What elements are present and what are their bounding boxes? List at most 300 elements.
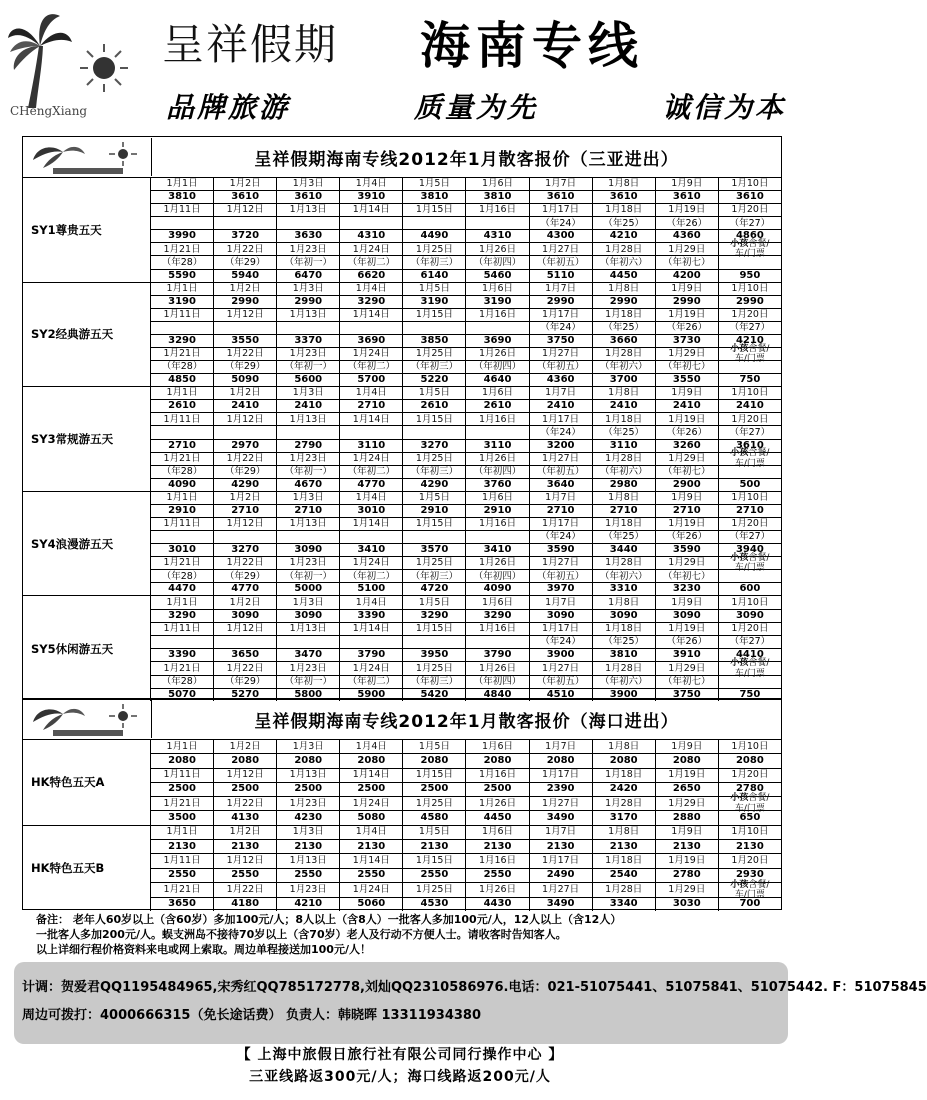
price-cell: 3410 (466, 544, 529, 556)
price-cell: 2710 (593, 505, 656, 517)
lunar-date-cell: （年初六） (593, 466, 656, 478)
remarks (36, 912, 776, 957)
price-cell: 3750 (530, 335, 593, 347)
date-row (151, 413, 781, 426)
price-cell: 2610 (403, 400, 466, 412)
lunar-date-cell: （年初二） (340, 466, 403, 478)
tour-name: SY4浪漫游五天 (23, 492, 151, 596)
date-cell: 1月22日 (214, 883, 277, 896)
lunar-date-cell: （年初一） (277, 361, 340, 373)
lunar-date-cell: （年初一） (277, 256, 340, 268)
lunar-date-cell: （年28） (151, 570, 214, 582)
date-cell: 1月5日 (403, 178, 466, 190)
route-title: 海南专线 (420, 16, 644, 75)
price-cell: 4670 (277, 479, 340, 491)
lunar-date-cell: （年26） (656, 531, 719, 543)
lunar-date-cell (214, 531, 277, 543)
lunar-date-cell: （年初二） (340, 570, 403, 582)
date-cell: 1月1日 (151, 826, 214, 839)
price-cell: 5700 (340, 374, 403, 386)
lunar-date-cell (403, 426, 466, 438)
kids-text: 含餐/ (748, 879, 770, 890)
price-cell: 3410 (340, 544, 403, 556)
date-cell: 1月10日 (731, 282, 769, 294)
price-cell: 2130 (656, 840, 719, 853)
date-cell: 1月1日 (151, 283, 214, 295)
date-cell: 1月23日 (277, 348, 340, 360)
date-cell: 1月8日 (593, 178, 656, 190)
contact-hotline: 周边可拨打：4000666315（免长途话费） 负责人：韩晓晖 13311934380 (22, 1008, 482, 1023)
date-cell: 1月13日 (277, 204, 340, 216)
price-cell: 3010 (340, 505, 403, 517)
date-cell: 1月22日 (214, 453, 277, 465)
price-cell: 4580 (403, 811, 466, 824)
lunar-date-cell: （年初一） (277, 676, 340, 688)
lunar-date-cell: （年初四） (466, 570, 529, 582)
price-cell: 3550 (656, 374, 719, 386)
lunar-date-cell (214, 217, 277, 229)
tour-name: SY5休闲游五天 (23, 596, 151, 701)
price-cell: 4770 (214, 583, 277, 595)
date-cell: 1月27日 (530, 243, 593, 255)
date-cell: 1月3日 (277, 492, 340, 504)
price-cell: 3810 (466, 191, 529, 203)
price-grid (151, 740, 781, 825)
date-cell: 1月26日 (466, 348, 529, 360)
price-cell: 6140 (403, 270, 466, 282)
price-cell: 3090 (214, 610, 277, 622)
date-cell: 1月4日 (340, 492, 403, 504)
price-cell: 4130 (214, 811, 277, 824)
price-cell: 3610 (593, 191, 656, 203)
lunar-date-cell: （年初二） (340, 361, 403, 373)
date-row (151, 283, 781, 296)
date-cell: 1月29日 (656, 883, 719, 896)
date-cell: 1月2日 (214, 178, 277, 190)
price-cell: 4410 (735, 649, 764, 661)
price-cell: 4850 (151, 374, 214, 386)
lunar-date-cell: （年初五） (530, 361, 593, 373)
date-cell: 1月18日 (593, 413, 656, 425)
date-cell: 1月19日 (656, 309, 719, 321)
date-cell: 1月14日 (340, 413, 403, 425)
date-row (151, 387, 781, 400)
kids-label: 小孩 (730, 552, 749, 563)
price-cell: 3470 (277, 649, 340, 661)
date-cell: 1月25日 (403, 662, 466, 674)
price-cell: 2910 (403, 505, 466, 517)
date-cell: 1月19日 (656, 623, 719, 635)
date-cell: 1月16日 (466, 854, 529, 867)
date-cell: 1月7日 (530, 596, 593, 608)
lunar-date-cell: （年初七） (656, 361, 719, 373)
date-cell: 1月19日 (656, 204, 719, 216)
price-cell: 4360 (530, 374, 593, 386)
kids-label: 小孩 (730, 793, 749, 804)
price-cell: 3090 (530, 610, 593, 622)
date-cell: 1月25日 (403, 453, 466, 465)
date-cell: 1月14日 (340, 204, 403, 216)
date-cell: 1月17日 (530, 518, 593, 530)
date-cell: 1月1日 (151, 740, 214, 753)
sanya-price-table (22, 136, 782, 700)
price-grid (151, 826, 781, 912)
price-row (151, 811, 781, 824)
price-cell: 2420 (593, 783, 656, 796)
lunar-date-cell (277, 636, 340, 648)
date-cell: 1月21日 (151, 797, 214, 810)
date-cell: 1月4日 (340, 826, 403, 839)
price-cell: 2900 (656, 479, 719, 491)
price-grid (151, 283, 781, 387)
price-cell: 3110 (466, 440, 529, 452)
price-cell: 3640 (530, 479, 593, 491)
date-cell: 1月21日 (151, 453, 214, 465)
lunar-date-cell (719, 676, 781, 688)
lunar-date-cell: （年26） (656, 322, 719, 334)
date-cell: 1月8日 (593, 826, 656, 839)
date-cell: 1月26日 (466, 797, 529, 810)
tour-name: HK特色五天B (23, 826, 151, 912)
date-cell: 1月23日 (277, 883, 340, 896)
price-cell: 2780 (656, 869, 719, 882)
price-cell: 4720 (403, 583, 466, 595)
price-row (151, 335, 781, 348)
price-cell: 3290 (340, 296, 403, 308)
slogan: 品牌旅游 (166, 91, 291, 124)
date-cell: 1月1日 (151, 387, 214, 399)
price-cell: 3570 (403, 544, 466, 556)
lunar-date-cell: （年27） (729, 636, 771, 648)
mini-logo-icon (23, 700, 152, 738)
date-cell: 1月28日 (593, 453, 656, 465)
price-row (151, 374, 781, 386)
kids-text: 车/门票 (734, 458, 765, 469)
date-cell: 1月28日 (593, 883, 656, 896)
lunar-date-cell: （年28） (151, 676, 214, 688)
price-cell: 3630 (277, 230, 340, 242)
price-cell: 3910 (340, 191, 403, 203)
lunar-date-cell (151, 217, 214, 229)
price-cell: 5100 (340, 583, 403, 595)
price-row (151, 610, 781, 623)
date-cell: 1月19日 (656, 854, 719, 867)
price-cell: 5590 (151, 270, 214, 282)
price-cell: 2130 (466, 840, 529, 853)
price-cell: 3310 (593, 583, 656, 595)
date-cell: 1月9日 (656, 387, 719, 399)
price-cell: 2990 (656, 296, 719, 308)
lunar-date-cell (466, 322, 529, 334)
kids-note (719, 552, 781, 574)
price-cell: 2490 (530, 869, 593, 882)
date-cell: 1月7日 (530, 283, 593, 295)
date-cell: 1月5日 (403, 596, 466, 608)
date-cell: 1月14日 (340, 623, 403, 635)
lunar-date-cell (151, 426, 214, 438)
lunar-date-cell (719, 361, 781, 373)
price-cell: 2710 (151, 440, 214, 452)
price-cell: 4210 (735, 334, 764, 346)
lunar-row (151, 361, 781, 374)
price-cell: 3290 (466, 610, 529, 622)
price-cell: 3090 (277, 610, 340, 622)
date-cell: 1月18日 (593, 623, 656, 635)
date-cell: 1月21日 (151, 243, 214, 255)
lunar-date-cell: （年29） (214, 676, 277, 688)
lunar-date-cell: （年28） (151, 361, 214, 373)
price-cell: 700 (739, 898, 761, 910)
price-cell: 2650 (656, 783, 719, 796)
lunar-row (151, 531, 781, 544)
price-cell: 2500 (340, 783, 403, 796)
price-cell: 2710 (277, 505, 340, 517)
date-cell: 1月11日 (151, 204, 214, 216)
price-cell: 2980 (593, 479, 656, 491)
date-cell: 1月15日 (403, 623, 466, 635)
lunar-date-cell: （年初五） (530, 256, 593, 268)
date-row (151, 518, 781, 531)
price-cell: 3260 (656, 440, 719, 452)
price-cell: 3970 (530, 583, 593, 595)
price-cell: 3760 (466, 479, 529, 491)
section-header (23, 699, 781, 740)
date-cell: 1月6日 (466, 596, 529, 608)
kids-text: 车/门票 (734, 803, 765, 814)
price-cell: 650 (739, 811, 761, 823)
price-cell: 2790 (277, 440, 340, 452)
price-cell: 3610 (277, 191, 340, 203)
lunar-date-cell: （年初四） (466, 676, 529, 688)
price-cell: 2710 (735, 504, 764, 516)
date-cell: 1月4日 (340, 178, 403, 190)
date-cell: 1月5日 (403, 283, 466, 295)
price-row (151, 191, 781, 204)
price-cell: 2910 (466, 505, 529, 517)
price-cell: 3650 (214, 649, 277, 661)
date-cell: 1月13日 (277, 854, 340, 867)
price-cell: 2550 (214, 869, 277, 882)
price-cell: 4310 (340, 230, 403, 242)
price-cell: 3590 (656, 544, 719, 556)
lunar-date-cell: （年初三） (403, 570, 466, 582)
date-cell: 1月7日 (530, 492, 593, 504)
lunar-date-cell: （年初五） (530, 570, 593, 582)
date-cell: 1月23日 (277, 797, 340, 810)
date-cell: 1月20日 (731, 623, 769, 635)
price-cell: 2910 (151, 505, 214, 517)
price-cell: 2130 (403, 840, 466, 853)
date-cell: 1月23日 (277, 243, 340, 255)
price-cell: 2710 (656, 505, 719, 517)
price-cell: 4310 (466, 230, 529, 242)
date-cell: 1月4日 (340, 740, 403, 753)
date-row (151, 623, 781, 636)
date-cell: 1月12日 (214, 623, 277, 635)
price-cell: 3500 (151, 811, 214, 824)
date-cell: 1月21日 (151, 557, 214, 569)
price-cell: 2390 (530, 783, 593, 796)
date-cell: 1月1日 (151, 178, 214, 190)
lunar-date-cell: （年初六） (593, 676, 656, 688)
date-cell: 1月17日 (530, 854, 593, 867)
lunar-date-cell: （年初二） (340, 256, 403, 268)
date-cell: 1月16日 (466, 623, 529, 635)
lunar-date-cell: （年初三） (403, 361, 466, 373)
date-cell: 1月6日 (466, 387, 529, 399)
date-cell: 1月5日 (403, 492, 466, 504)
lunar-date-cell (277, 426, 340, 438)
date-cell: 1月20日 (731, 413, 769, 425)
slogans (166, 86, 786, 126)
date-cell: 1月25日 (403, 557, 466, 569)
date-cell: 1月2日 (214, 596, 277, 608)
date-cell: 1月8日 (593, 596, 656, 608)
date-cell: 1月17日 (530, 204, 593, 216)
tour-name: SY1尊贵五天 (23, 178, 151, 282)
date-cell: 1月27日 (530, 453, 593, 465)
lunar-date-cell: （年初四） (466, 361, 529, 373)
price-cell: 3660 (593, 335, 656, 347)
price-cell: 2880 (656, 811, 719, 824)
lunar-date-cell: （年27） (729, 217, 771, 229)
price-cell: 2500 (277, 783, 340, 796)
price-cell: 3650 (151, 898, 214, 911)
lunar-date-cell: （年初六） (593, 256, 656, 268)
price-cell: 3290 (151, 610, 214, 622)
price-cell: 3290 (151, 335, 214, 347)
date-cell: 1月27日 (530, 557, 593, 569)
kids-label: 小孩 (730, 343, 749, 354)
date-cell: 1月4日 (340, 283, 403, 295)
kids-text: 含餐/ (748, 552, 770, 563)
date-cell: 1月8日 (593, 740, 656, 753)
price-grid (151, 387, 781, 491)
price-cell: 2080 (151, 754, 214, 767)
price-cell: 2410 (735, 400, 764, 412)
lunar-row (151, 570, 781, 583)
section-header (23, 137, 781, 178)
date-cell: 1月14日 (340, 309, 403, 321)
price-cell: 2990 (593, 296, 656, 308)
date-cell: 1月20日 (731, 309, 769, 321)
price-grid (151, 492, 781, 596)
date-cell: 1月13日 (277, 518, 340, 530)
lunar-date-cell: （年29） (214, 361, 277, 373)
lunar-date-cell: （年24） (530, 217, 593, 229)
date-cell: 1月18日 (593, 204, 656, 216)
date-cell: 1月3日 (277, 178, 340, 190)
price-cell: 3900 (593, 689, 656, 701)
date-cell: 1月29日 (656, 797, 719, 810)
brand-name: 呈祥假期 (162, 20, 339, 69)
price-cell: 4300 (530, 230, 593, 242)
date-cell: 1月24日 (340, 662, 403, 674)
price-cell: 3270 (403, 440, 466, 452)
price-cell: 5080 (340, 811, 403, 824)
kids-note (719, 658, 781, 679)
date-cell: 1月6日 (466, 283, 529, 295)
price-cell: 3030 (656, 898, 719, 911)
lunar-date-cell: （年初五） (530, 676, 593, 688)
price-cell: 3090 (656, 610, 719, 622)
price-cell: 3110 (593, 440, 656, 452)
price-row (151, 869, 781, 883)
date-cell: 1月4日 (340, 596, 403, 608)
lunar-date-cell: （年初五） (530, 466, 593, 478)
date-cell: 1月26日 (466, 557, 529, 569)
lunar-date-cell: （年初七） (656, 570, 719, 582)
price-cell: 3790 (340, 649, 403, 661)
date-cell: 1月29日 (656, 348, 719, 360)
date-cell: 1月1日 (151, 596, 214, 608)
price-cell: 2130 (340, 840, 403, 853)
date-cell: 1月6日 (466, 826, 529, 839)
lunar-row (151, 676, 781, 689)
date-cell: 1月12日 (214, 854, 277, 867)
remark-line: 备注： 老年人60岁以上（含60岁）多加100元/人；8人以上（含8人）一批客人多加100元/人，12人以上（含12人） (36, 913, 622, 926)
price-cell: 750 (739, 374, 761, 386)
date-cell: 1月9日 (656, 492, 719, 504)
price-cell: 3610 (735, 191, 764, 203)
date-cell: 1月3日 (277, 740, 340, 753)
price-cell: 3110 (340, 440, 403, 452)
lunar-date-cell (151, 636, 214, 648)
date-cell: 1月18日 (593, 769, 656, 782)
price-grid (151, 596, 781, 701)
date-cell: 1月13日 (277, 769, 340, 782)
price-row (151, 479, 781, 491)
lunar-date-cell (403, 322, 466, 334)
date-cell: 1月5日 (403, 826, 466, 839)
date-cell: 1月8日 (593, 283, 656, 295)
date-cell: 1月22日 (214, 662, 277, 674)
kids-label: 小孩 (730, 239, 749, 250)
price-row (151, 230, 781, 243)
date-cell: 1月14日 (340, 769, 403, 782)
lunar-date-cell: （年24） (530, 636, 593, 648)
price-cell: 4450 (593, 270, 656, 282)
date-cell: 1月20日 (731, 204, 769, 216)
date-cell: 1月9日 (656, 178, 719, 190)
date-cell: 1月7日 (530, 740, 593, 753)
lunar-date-cell: （年24） (530, 322, 593, 334)
date-row (151, 826, 781, 840)
date-cell: 1月26日 (466, 453, 529, 465)
price-cell: 2990 (735, 295, 764, 307)
price-cell: 3610 (530, 191, 593, 203)
price-cell: 2710 (214, 505, 277, 517)
date-cell: 1月3日 (277, 283, 340, 295)
date-row (151, 204, 781, 217)
date-cell: 1月18日 (593, 854, 656, 867)
date-row (151, 854, 781, 868)
date-cell: 1月17日 (530, 413, 593, 425)
lunar-date-cell (214, 322, 277, 334)
price-cell: 3230 (656, 583, 719, 595)
tour-group (23, 178, 781, 283)
rebate-info: 三亚线路返300元/人；海口线路返200元/人 (249, 1069, 551, 1085)
lunar-date-cell: （年29） (214, 570, 277, 582)
lunar-date-cell (340, 322, 403, 334)
date-cell: 1月7日 (530, 387, 593, 399)
section-title: 呈祥假期海南专线2012年1月散客报价（三亚进出） (254, 149, 679, 170)
date-cell: 1月15日 (403, 518, 466, 530)
kids-label: 小孩 (730, 448, 749, 459)
company-name: 【 上海中旅假日旅行社有限公司同行操作中心 】 (236, 1047, 564, 1063)
price-cell: 4450 (466, 811, 529, 824)
haikou-price-table (22, 698, 782, 910)
